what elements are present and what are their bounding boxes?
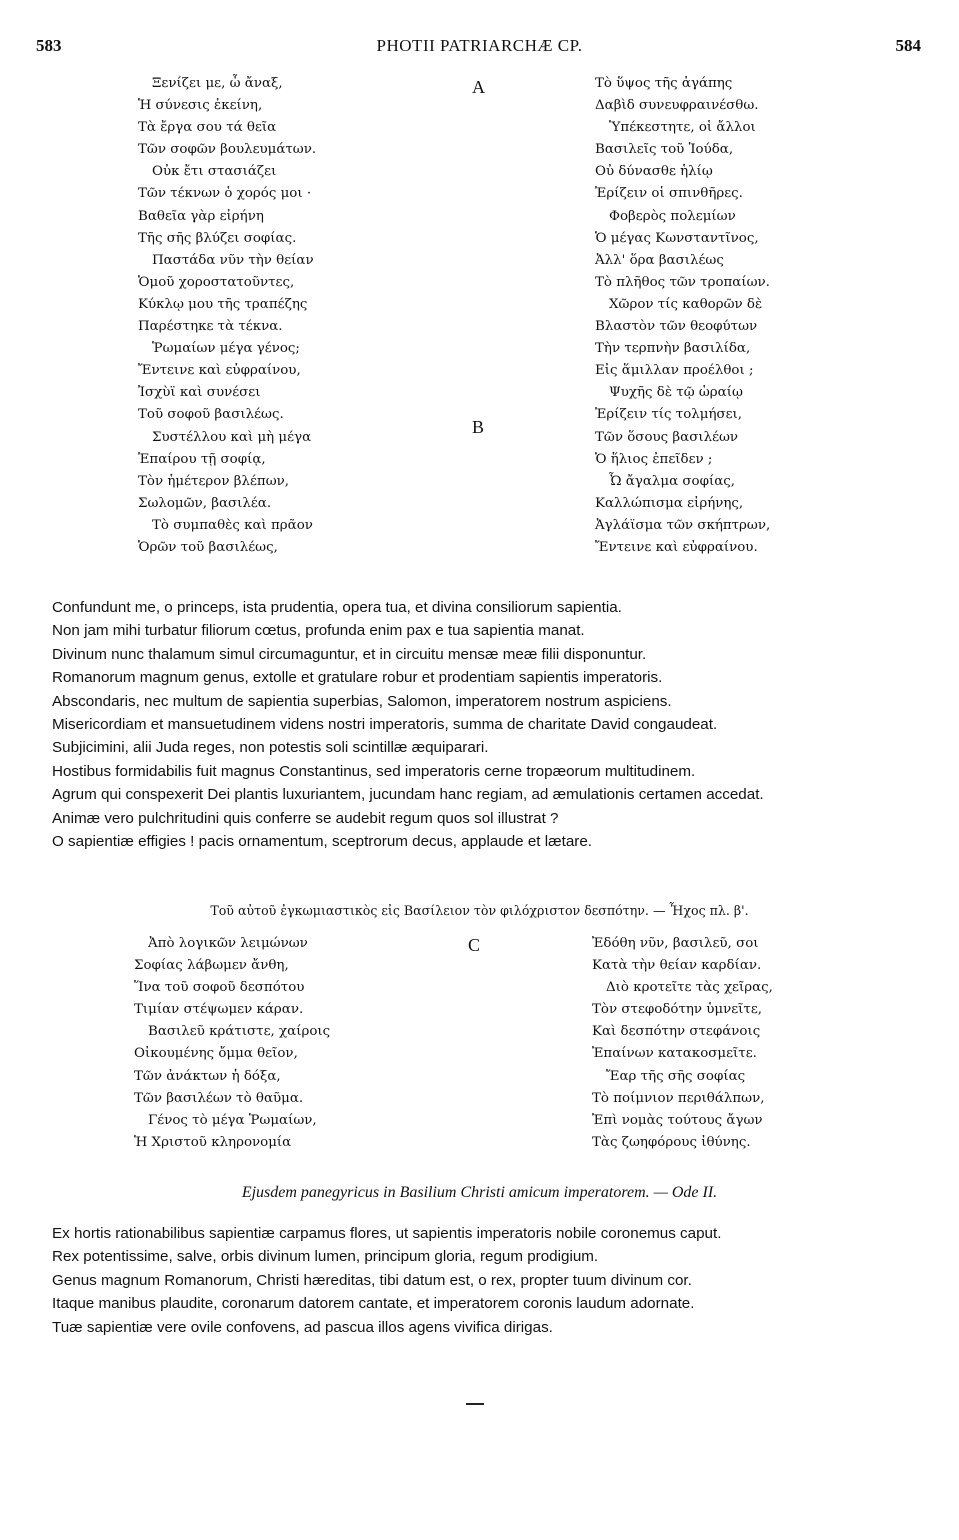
verse-line: Τῶν τέκνων ὁ χορός μοι · <box>138 186 312 202</box>
verse-line: Τὰ ἔργα σου τά θεῖα <box>138 120 277 136</box>
verse-line: Τὰς ζωηφόρους ἰθύνης. <box>592 1134 751 1150</box>
verse-line: Ὁρῶν τοῦ βασιλέως, <box>138 539 278 555</box>
verse-line: Ψυχῆς δὲ τῷ ὡραίῳ <box>609 385 743 401</box>
verse-line: Τοῦ σοφοῦ βασιλέως. <box>138 407 284 423</box>
section-marker-a: A <box>472 77 485 97</box>
verse-line: Ἰσχὺϊ καὶ συνέσει <box>138 385 261 401</box>
verse-line: Ἀγλάϊσμα τῶν σκήπτρων, <box>595 517 771 533</box>
verse-line: Τὸν στεφοδότην ὑμνεῖτε, <box>592 1002 763 1018</box>
translation-paragraph: O sapientiæ effigies ! pacis ornamentum, sceptrorum decus, applaude et lætare. <box>52 833 593 851</box>
verse-line: Παρέστηκε τὰ τέκνα. <box>138 319 283 335</box>
translation-paragraph: Ex hortis rationabilibus sapientiæ carpamus flores, ut sapientis imperatoris nobile coronemus caput. <box>52 1225 722 1242</box>
verse-line: Καὶ δεσπότην στεφάνοις <box>592 1024 761 1040</box>
verse-line: Φοβερὸς πολεμίων <box>609 208 736 224</box>
latin-translation-2 <box>36 1222 916 1339</box>
verse-line: Τῶν σοφῶν βουλευμάτων. <box>138 142 317 158</box>
verse-line: Βλαστὸν τῶν θεοφύτων <box>595 319 758 335</box>
page-number-right: 584 <box>895 36 921 55</box>
verse-line: Ἐπὶ νομὰς τούτους ἄγων <box>592 1112 763 1128</box>
verse-line: Σωλομῶν, βασιλέα. <box>138 495 272 511</box>
verse-line: Τὴν τερπνὴν βασιλίδα, <box>595 341 751 357</box>
verse-line: Ἔντεινε καὶ εὐφραίνου, <box>138 363 301 379</box>
section-marker-b: B <box>472 417 485 437</box>
ode1-left-column <box>138 73 316 559</box>
verse-line: Ὑπέκεστητε, οἱ ἄλλοι <box>609 120 756 136</box>
verse-line: Βασιλεῖς τοῦ Ἰούδα, <box>595 142 734 158</box>
verse-line: Ξενίζει με, ὦ ἄναξ, <box>152 76 283 91</box>
translation-paragraph: Tuæ sapientiæ vere ovile confovens, ad pascua illos agens vivifica dirigas. <box>52 1318 553 1336</box>
translation-paragraph: Itaque manibus plaudite, coronarum datorem cantate, et imperatorem coronis laudum adornate. <box>52 1295 695 1313</box>
translation-paragraph: Divinum nunc thalamum simul circumaguntur, et in circuitu mensæ meæ filii disponuntur. <box>52 645 647 663</box>
verse-line: Βαθεῖα γὰρ εἰρήνη <box>138 208 264 224</box>
verse-line: Τὸ ποίμνιον περιθάλπων, <box>592 1090 765 1106</box>
verse-line: Τὸ ὕψος τῆς ἀγάπης <box>595 76 733 91</box>
verse-line: Χῶρον τίς καθορῶν δὲ <box>609 296 763 312</box>
verse-line: Ἐρίζειν οἱ σπινθῆρες. <box>595 186 743 202</box>
verse-line: Σοφίας λάβωμεν ἄνθη, <box>134 958 289 974</box>
latin-translation-1 <box>36 596 916 853</box>
verse-line: Γένος τὸ μέγα Ῥωμαίων, <box>148 1112 317 1128</box>
verse-line: Παστάδα νῦν τὴν θείαν <box>152 252 314 268</box>
verse-line: Ὁ μέγας Κωνσταντῖνος, <box>595 230 759 246</box>
verse-line: Οὐκ ἔτι στασιάζει <box>152 164 277 180</box>
end-rule <box>466 1403 484 1405</box>
verse-line: Ῥωμαίων μέγα γένος; <box>152 341 300 357</box>
verse-line: Ὁ ἥλιος ἐπεῖδεν ; <box>595 451 713 467</box>
verse-line: Οἰκουμένης ὄμμα θεῖον, <box>134 1046 298 1062</box>
verse-line: Τὸν ἡμέτερον βλέπων, <box>138 473 290 489</box>
translation-paragraph: Hostibus formidabilis fuit magnus Constantinus, sed imperatoris cerne tropæorum multitudinem. <box>52 762 696 780</box>
verse-line: Ἐπαίρου τῇ σοφίᾳ, <box>138 451 266 467</box>
verse-line: Ἔαρ τῆς σῆς σοφίας <box>606 1068 746 1084</box>
page-title: PHOTII PATRIARCHÆ CP. <box>376 36 583 55</box>
verse-line: Ἵνα τοῦ σοφοῦ δεσπότου <box>134 980 305 996</box>
verse-line: Εἰς ἅμιλλαν προέλθοι ; <box>595 363 754 379</box>
translation-paragraph: Genus magnum Romanorum, Christi hæreditas, tibi datum est, o rex, propter tuum divinum cor. <box>52 1271 692 1289</box>
verse-line: Τιμίαν στέψωμεν κάραν. <box>134 1002 304 1018</box>
verse-line: Δαβὶδ συνευφραινέσθω. <box>595 98 759 114</box>
verse-line: Κύκλῳ μου τῆς τραπέζης <box>138 296 308 312</box>
verse-line: Καλλώπισμα εἰρήνης, <box>595 495 744 511</box>
verse-line: Ἐπαίνων κατακοσμεῖτε. <box>592 1046 757 1062</box>
verse-line: Τὸ συμπαθὲς καὶ πρᾶον <box>152 517 313 533</box>
verse-line: Ἔντεινε καὶ εὐφραίνου. <box>595 539 758 555</box>
translation-paragraph: Rex potentissime, salve, orbis divinum lumen, principum gloria, regum prodigium. <box>52 1248 599 1266</box>
verse-line: Ἀλλ' ὅρα βασιλέως <box>595 252 724 268</box>
verse-line: Συστέλλου καὶ μὴ μέγα <box>152 429 312 445</box>
verse-line: Τὸ πλῆθος τῶν τροπαίων. <box>595 274 770 290</box>
ode2-latin-heading: Ejusdem panegyricus in Basilium Christi amicum imperatorem. — Ode II. <box>241 1184 718 1201</box>
translation-paragraph: Abscondaris, nec multum de sapientia superbias, Salomon, imperatorem nostrum aspiciens. <box>52 692 672 710</box>
verse-line: Ἐδόθη νῦν, βασιλεῦ, σοι <box>592 936 759 951</box>
verse-line: Ἡ σύνεσις ἐκείνη, <box>138 98 263 114</box>
translation-paragraph: Animæ vero pulchritudini quis conferre se audebit regum quos sol illustrat ? <box>52 809 559 827</box>
verse-line: Κατὰ τὴν θείαν καρδίαν. <box>592 958 762 974</box>
verse-line: Ἐρίζειν τίς τολμήσει, <box>595 407 743 423</box>
verse-line: Τῶν ὅσους βασιλέων <box>595 429 739 445</box>
verse-line: Ὁμοῦ χοροστατοῦντες, <box>138 274 295 290</box>
ode2-right-column <box>592 933 773 1154</box>
verse-line: Βασιλεῦ κράτιστε, χαίροις <box>148 1024 331 1040</box>
translation-paragraph: Non jam mihi turbatur filiorum cœtus, profunda enim pax e tua sapientia manat. <box>52 622 585 640</box>
translation-paragraph: Romanorum magnum genus, extolle et gratulare robur et prodentiam sapientis imperatoris. <box>52 669 663 687</box>
page-number-left: 583 <box>36 36 62 55</box>
ode1-right-column <box>595 73 770 559</box>
translation-paragraph: Subjicimini, alii Juda reges, non potestis soli scintillæ æquiparari. <box>52 739 489 757</box>
section-marker-c: C <box>468 935 481 955</box>
translation-paragraph: Confundunt me, o princeps, ista prudentia, opera tua, et divina consiliorum sapientia. <box>52 599 622 616</box>
translation-paragraph: Misericordiam et mansuetudinem videns nostri imperatoris, summa de charitate David congaudeat. <box>52 716 718 734</box>
verse-line: Ὦ ἄγαλμα σοφίας, <box>609 473 736 489</box>
running-header <box>0 36 959 60</box>
verse-line: Οὐ δύνασθε ἡλίῳ <box>595 164 713 180</box>
verse-line: Ἡ Χριστοῦ κληρονομία <box>134 1134 292 1150</box>
verse-line: Διὸ κροτεῖτε τὰς χεῖρας, <box>606 980 773 996</box>
verse-line: Τῶν ἀνάκτων ἡ δόξα, <box>134 1068 281 1084</box>
verse-line: Ἀπὸ λογικῶν λειμώνων <box>148 936 308 951</box>
ode2-left-column <box>134 933 330 1154</box>
verse-line: Τῶν βασιλέων τὸ θαῦμα. <box>134 1090 304 1106</box>
translation-paragraph: Agrum qui conspexerit Dei plantis luxuriantem, jucundam hanc regiam, ad æmulationis certamen accedat. <box>52 786 764 804</box>
verse-line: Τῆς σῆς βλύζει σοφίας. <box>138 230 297 246</box>
ode2-greek-heading: Τοῦ αὐτοῦ ἐγκωμιαστικὸς εἰς Βασίλειον τὸν φιλόχριστον δεσπότην. — Ἦχος πλ. β'. <box>210 903 749 918</box>
